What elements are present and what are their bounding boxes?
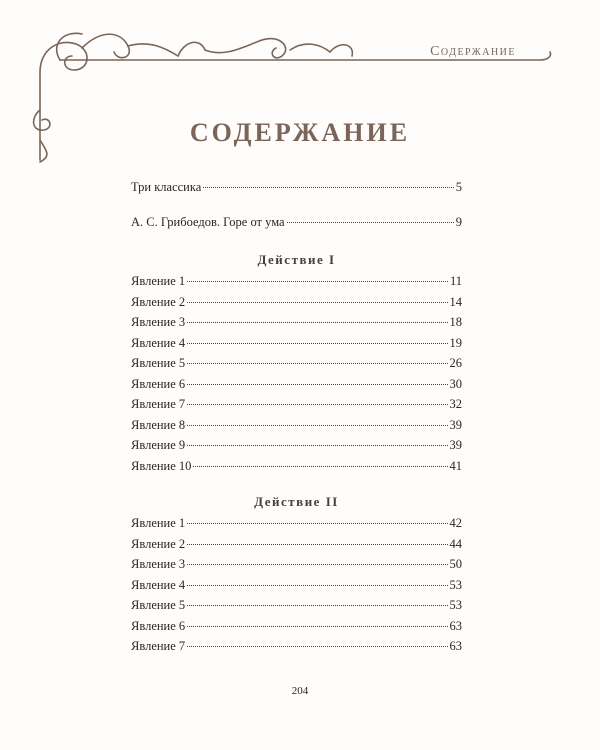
page-number: 204: [291, 685, 309, 697]
dot-leader: [187, 445, 447, 446]
dot-leader: [187, 646, 447, 647]
dot-leader: [187, 425, 447, 426]
toc-entry-label: Явление 5: [131, 356, 186, 370]
dot-leader: [187, 585, 447, 586]
toc-entry-label: А. С. Грибоедов. Горе от ума: [131, 214, 285, 229]
toc-entry[interactable]: [131, 459, 462, 480]
dot-leader: [187, 384, 447, 385]
toc-entry-label: Явление 8: [131, 417, 186, 432]
toc-entry[interactable]: [131, 438, 462, 459]
toc-entry-page: 11: [449, 274, 462, 288]
toc-entry-label: Явление 6: [131, 618, 186, 633]
toc-entry-label: Явление 9: [131, 438, 186, 452]
dot-leader: [187, 564, 447, 565]
dot-leader: [203, 187, 453, 188]
dot-leader: [187, 626, 447, 627]
toc-entry[interactable]: [131, 274, 462, 295]
toc-entry-page: 18: [449, 315, 462, 329]
dot-leader: [187, 343, 447, 344]
toc-entry[interactable]: [131, 537, 462, 558]
dot-leader: [187, 302, 447, 303]
toc-entry[interactable]: [131, 397, 462, 418]
act-1-section: [131, 252, 462, 479]
toc-entry-page: 53: [449, 577, 462, 592]
toc-entry-page: 39: [449, 438, 462, 452]
toc-entry[interactable]: [131, 418, 462, 439]
toc-entry-label: Явление 4: [131, 577, 186, 592]
toc-entry-label: Явление 6: [131, 376, 186, 391]
toc-entry-label: Явление 10: [131, 458, 192, 473]
running-head: Содержание: [430, 44, 516, 59]
toc-entry-page: 44: [449, 536, 462, 551]
toc-entry-page: 53: [449, 598, 462, 612]
toc-entry[interactable]: [131, 557, 462, 578]
act-title: Действие I: [257, 252, 336, 267]
toc-entry-page: 39: [449, 417, 462, 432]
dot-leader: [193, 466, 447, 467]
toc-entry-label: Явление 5: [131, 598, 186, 612]
toc-entry[interactable]: [131, 356, 462, 377]
toc-entry-page: 19: [449, 335, 462, 350]
toc-entry[interactable]: [131, 336, 462, 357]
toc-entry-page: 42: [449, 516, 462, 530]
act-2-section: [131, 494, 462, 660]
toc-entry[interactable]: [131, 377, 462, 398]
toc-entry-page: 26: [449, 356, 462, 370]
toc-entry-label: Явление 3: [131, 315, 186, 329]
toc-entry[interactable]: [131, 578, 462, 599]
toc-entry[interactable]: [131, 295, 462, 316]
dot-leader: [187, 322, 447, 323]
toc-entry-label: Три классика: [131, 180, 202, 194]
toc-entry-label: Явление 2: [131, 294, 186, 309]
toc-entry-page: 5: [455, 180, 462, 194]
act-title: Действие II: [254, 494, 339, 509]
page-title: СОДЕРЖАНИЕ: [189, 118, 411, 147]
toc-entry-label: Явление 4: [131, 335, 186, 350]
toc-entry-page: 50: [449, 557, 462, 571]
toc-entry[interactable]: [131, 315, 462, 336]
dot-leader: [187, 523, 447, 524]
toc-entry-label: Явление 1: [131, 516, 186, 530]
toc-entry-page: 14: [449, 294, 462, 309]
toc-entry[interactable]: [131, 598, 462, 619]
toc-entry-label: Явление 1: [131, 274, 186, 288]
toc-entry-page: 41: [449, 458, 462, 473]
dot-leader: [287, 222, 454, 223]
dot-leader: [187, 605, 447, 606]
toc-entry-page: 63: [449, 639, 462, 653]
dot-leader: [187, 281, 448, 282]
dot-leader: [187, 363, 447, 364]
toc-entry-page: 63: [449, 618, 462, 633]
toc-entry[interactable]: [131, 180, 462, 201]
toc-entry[interactable]: [131, 619, 462, 640]
toc-entry[interactable]: [131, 639, 462, 660]
toc-entry-label: Явление 7: [131, 639, 186, 653]
dot-leader: [187, 544, 447, 545]
toc-entry-page: 9: [455, 214, 462, 229]
toc-entry-page: 30: [449, 376, 462, 391]
toc-entry-label: Явление 7: [131, 397, 186, 411]
dot-leader: [187, 404, 447, 405]
toc-entry[interactable]: [131, 516, 462, 537]
intro-toc: [131, 180, 462, 235]
toc-entry-page: 32: [449, 397, 462, 411]
toc-entry[interactable]: [131, 215, 462, 236]
toc-entry-label: Явление 2: [131, 536, 186, 551]
toc-entry-label: Явление 3: [131, 557, 186, 571]
